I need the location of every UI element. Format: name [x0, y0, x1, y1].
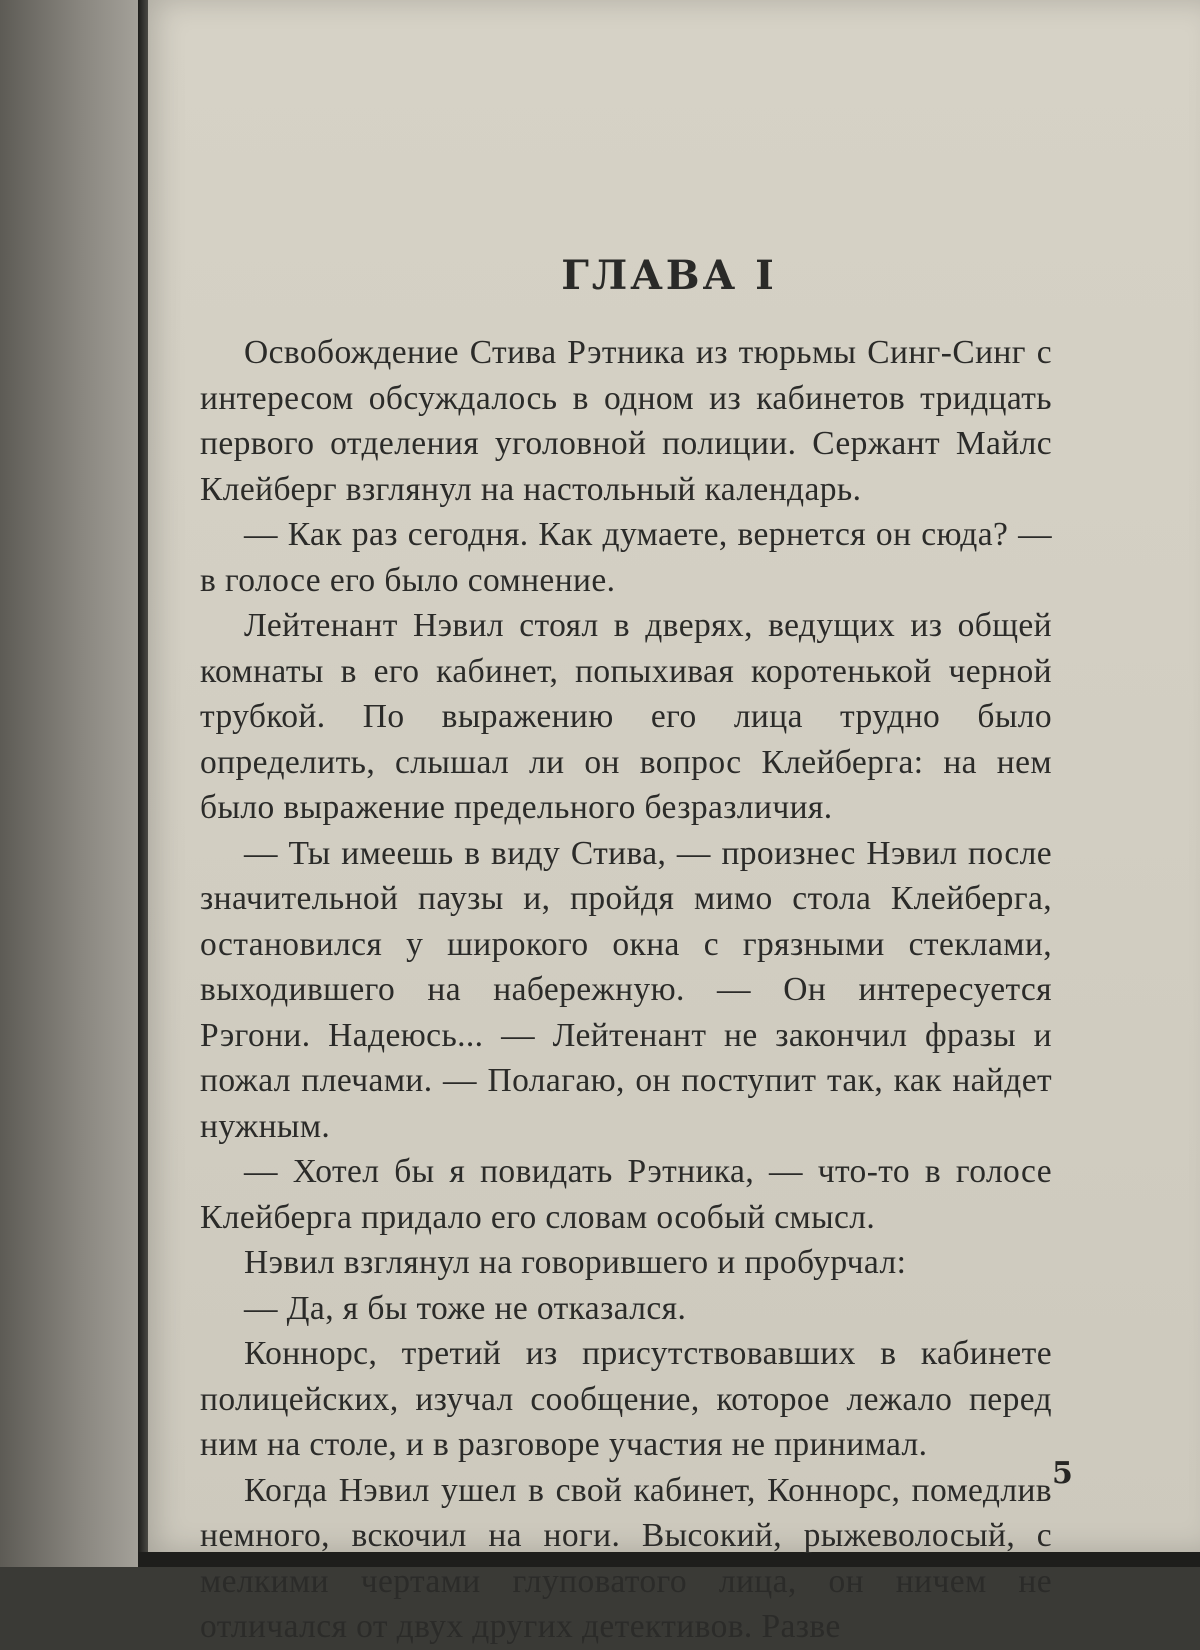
paragraph-3: Лейтенант Нэвил стоял в дверях, ведущих из общей комнаты в его кабинет, попыхивая коротенькой черной трубкой. По выражению его лица трудно было определить, слышал ли он вопрос Клейберга: на нем было выражение предельного безразличия. [200, 607, 1052, 826]
paragraph-2: — Как раз сегодня. Как думаете, вернется он сюда? — в голосе его было сомнение. [200, 516, 1052, 599]
body-text [200, 330, 1052, 1650]
paragraph-7: — Да, я бы тоже не отказался. [244, 1289, 687, 1327]
paragraph-4: — Ты имеешь в виду Стива, — произнес Нэвил после значительной паузы и, пройдя мимо стола Клейберга, остановился у широкого окна с грязными стеклами, выходившего на набережную. — Он интересуется Рэгони. Надеюсь... — Лейтенант не закончил фразы и пожал плечами. — Полагаю, он поступит так, как найдет нужным. [200, 834, 1052, 1145]
backdrop [0, 0, 150, 1567]
page-number: 5 [1052, 1456, 1073, 1491]
paragraph-1: Освобождение Стива Рэтника из тюрьмы Синг-Синг с интересом обсуждалось в одном из кабинетов тридцать первого отделения уголовной полиции. Сержант Майлс Клейберг взглянул на настольный календарь. [200, 334, 1052, 508]
page-binding-edge [138, 0, 148, 1552]
paragraph-5: — Хотел бы я повидать Рэтника, — что-то в голосе Клейберга придало его словам особый смысл. [200, 1153, 1052, 1236]
paragraph-8: Коннорс, третий из присутствовавших в кабинете полицейских, изучал сообщение, которое лежало перед ним на столе, и в разговоре участия не принимал. [200, 1335, 1052, 1463]
paragraph-9: Когда Нэвил ушел в свой кабинет, Коннорс, помедлив немного, вскочил на ноги. Высокий, рыжеволосый, с мелкими чертами глуповатого лица, он ничем не отличался от двух других детективов. Разве [200, 1471, 1052, 1645]
chapter-title: ГЛАВА I [561, 252, 777, 299]
paragraph-6: Нэвил взглянул на говорившего и пробурчал: [244, 1244, 907, 1281]
